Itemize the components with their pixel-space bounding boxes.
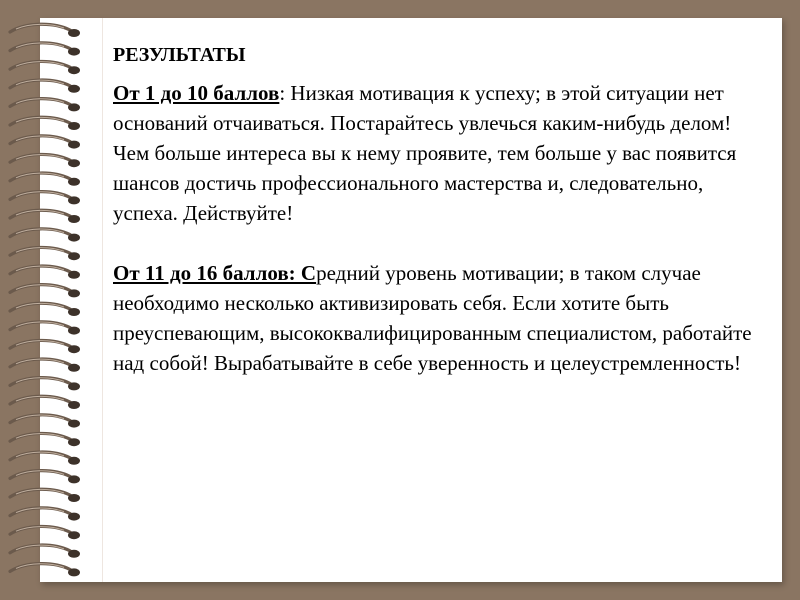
punch-hole <box>68 550 80 558</box>
punch-hole <box>68 308 80 316</box>
punch-hole <box>68 568 80 576</box>
results-content <box>113 40 753 378</box>
punch-hole <box>68 382 80 390</box>
punch-hole <box>68 85 80 93</box>
punch-hole <box>68 475 80 483</box>
spiral-binding-icon <box>6 22 86 582</box>
punch-hole <box>68 29 80 37</box>
punch-hole <box>68 234 80 242</box>
punch-hole <box>68 327 80 335</box>
punch-hole <box>68 401 80 409</box>
punch-hole <box>68 531 80 539</box>
punch-hole <box>68 494 80 502</box>
punch-hole <box>68 159 80 167</box>
punch-hole <box>68 457 80 465</box>
punch-hole <box>68 103 80 111</box>
page-title: РЕЗУЛЬТАТЫ <box>113 44 246 66</box>
punch-hole <box>68 196 80 204</box>
punch-hole <box>68 364 80 372</box>
punch-hole <box>68 252 80 260</box>
result-text-medium: редний уровень мотивации; в таком случае необходимо несколько активизировать себя. Если хотите быть преуспевающим, высококвалифицированным специалистом, работайте над собой! Вырабатывайте в себе уверенность и целеустремленность! <box>113 261 752 375</box>
punch-hole <box>68 345 80 353</box>
result-paragraph-low <box>113 78 753 228</box>
punch-hole <box>68 215 80 223</box>
score-range-medium: От 11 до 16 баллов: С <box>113 261 317 285</box>
punch-hole <box>68 438 80 446</box>
punch-hole <box>68 513 80 521</box>
punch-hole <box>68 122 80 130</box>
punch-hole <box>68 66 80 74</box>
punch-hole <box>68 289 80 297</box>
punch-hole <box>68 178 80 186</box>
punch-hole <box>68 48 80 56</box>
result-paragraph-medium <box>113 258 753 378</box>
punch-hole <box>68 141 80 149</box>
score-range-low: От 1 до 10 баллов <box>113 81 280 105</box>
punch-hole <box>68 420 80 428</box>
punch-hole <box>68 271 80 279</box>
result-text-low: : Низкая мотивация к успеху; в этой ситуации нет оснований отчаиваться. Постарайтесь увлечься каким-нибудь делом! Чем больше интереса вы к нему проявите, тем больше у вас появится шансов достичь профессионального мастерства и, следовательно, успеха. Действуйте! <box>113 81 737 225</box>
